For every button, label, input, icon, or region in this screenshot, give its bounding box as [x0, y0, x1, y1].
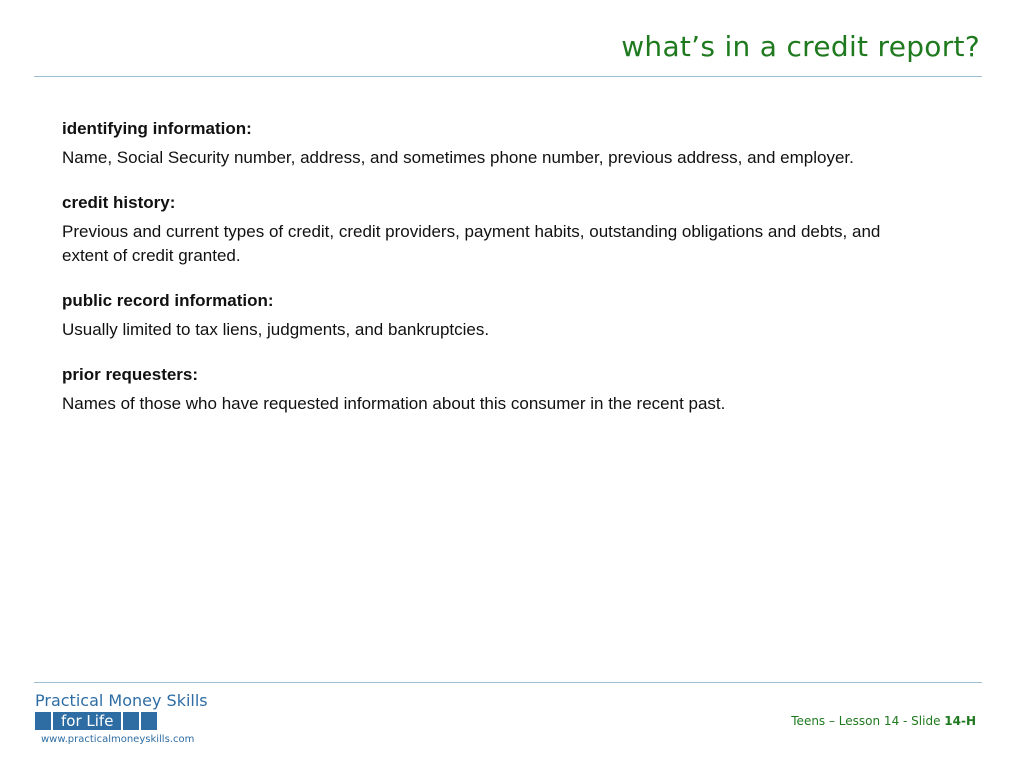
section-body: Name, Social Security number, address, and sometimes phone number, previous address, and employer. — [62, 148, 854, 167]
logo-square-icon — [123, 712, 139, 730]
logo-url: www.practicalmoneyskills.com — [41, 734, 195, 745]
section-identifying-information — [62, 118, 922, 170]
section-prior-requesters — [62, 364, 922, 416]
slide-title: what’s in a credit report? — [621, 30, 980, 63]
section-heading: identifying information: — [62, 119, 252, 138]
section-credit-history — [62, 192, 922, 268]
title-divider — [34, 76, 982, 77]
logo-text-line1: Practical Money Skills — [35, 691, 208, 710]
logo-blocks-row — [35, 711, 235, 731]
section-heading: credit history: — [62, 193, 176, 212]
section-body: Names of those who have requested information about this consumer in the recent past. — [62, 394, 726, 413]
section-body: Previous and current types of credit, credit providers, payment habits, outstanding obligations and debts, and extent of credit granted. — [62, 222, 881, 265]
section-heading: public record information: — [62, 291, 274, 310]
logo-square-icon — [141, 712, 157, 730]
logo-text-line2: for Life — [53, 712, 121, 730]
footer-divider — [34, 682, 982, 683]
logo-square-icon — [35, 712, 51, 730]
slide-content — [62, 118, 922, 438]
footer-slide-number: 14-H — [944, 714, 976, 728]
practical-money-skills-logo — [35, 692, 235, 752]
section-public-record-information — [62, 290, 922, 342]
section-heading: prior requesters: — [62, 365, 199, 384]
slide-footer — [791, 714, 976, 728]
footer-lesson-text: Teens – Lesson 14 - Slide — [791, 714, 945, 728]
section-body: Usually limited to tax liens, judgments, and bankruptcies. — [62, 320, 490, 339]
